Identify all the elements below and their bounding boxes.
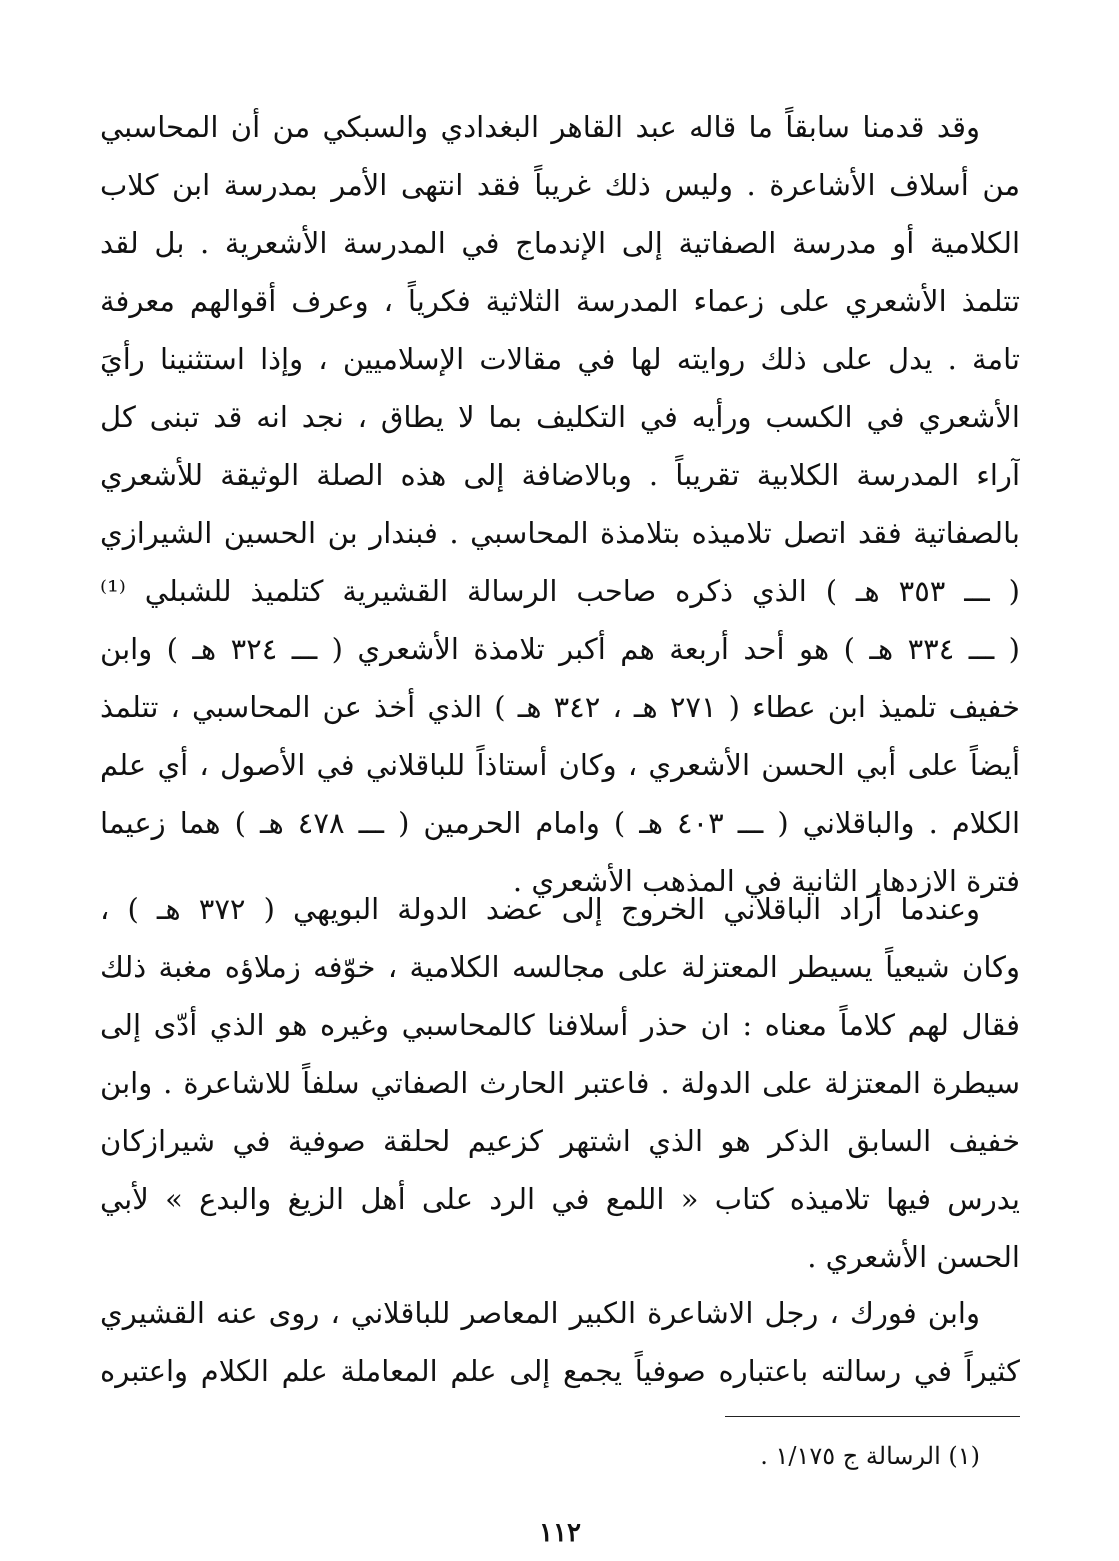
footnote: (١) الرسالة ج ١/١٧٥ .: [760, 1442, 980, 1470]
text-line: كثيراً في رسالته باعتباره صوفياً يجمع إلى علم المعاملة علم الكلام واعتبره: [100, 1354, 1020, 1388]
text-line: تتلمذ الأشعري على زعماء المدرسة الثلاثية فكرياً ، وعرف أقوالهم معرفة: [100, 284, 1020, 318]
text-line: بالصفاتية فقد اتصل تلاميذه بتلامذة المحاسبي . فبندار بن الحسين الشيرازي: [100, 516, 1020, 550]
text-line: الحسن الأشعري .: [807, 1240, 1020, 1274]
text-line: خفيف السابق الذكر هو الذي اشتهر كزعيم لحلقة صوفية في شيرازكان: [100, 1124, 1020, 1158]
text-line: خفيف تلميذ ابن عطاء ( ٢٧١ هـ ، ٣٤٢ هـ ) الذي أخذ عن المحاسبي ، تتلمذ: [100, 690, 1020, 724]
text-line: الكلام . والباقلاني ( ـــ ٤٠٣ هـ ) وامام الحرمين ( ـــ ٤٧٨ هـ ) هما زعيما: [100, 806, 1020, 840]
text-line: فقال لهم كلاماً معناه : ان حذر أسلافنا كالمحاسبي وغيره هو الذي أدّى إلى: [100, 1008, 1020, 1042]
paragraph-2: [100, 880, 1020, 1286]
text-line: تامة . يدل على ذلك روايته لها في مقالات الإسلاميين ، وإذا استثنينا رأيَ: [100, 342, 1020, 376]
text-line: سيطرة المعتزلة على الدولة . فاعتبر الحارث الصفاتي سلفاً للاشاعرة . وابن: [100, 1066, 1020, 1100]
text-line: وعندما أراد الباقلاني الخروج إلى عضد الدولة البويهي ( ٣٧٢ هـ ) ،: [100, 892, 981, 926]
text-line: وقد قدمنا سابقاً ما قاله عبد القاهر البغدادي والسبكي من أن المحاسبي: [100, 110, 980, 144]
text-line: الأشعري في الكسب ورأيه في التكليف بما لا يطاق ، نجد انه قد تبنى كل: [100, 400, 1020, 434]
paragraph-3: [100, 1284, 1020, 1400]
text-line: من أسلاف الأشاعرة . وليس ذلك غريباً فقد انتهى الأمر بمدرسة ابن كلاب: [100, 168, 1020, 202]
text-line: فترة الازدهار الثانية في المذهب الأشعري .: [512, 864, 1020, 898]
text-line: الكلامية أو مدرسة الصفاتية إلى الإندماج في المدرسة الأشعرية . بل لقد: [100, 226, 1020, 260]
text-line: آراء المدرسة الكلابية تقريباً . وبالاضافة إلى هذه الصلة الوثيقة للأشعري: [100, 458, 1020, 492]
text-line: ( ـــ ٣٥٣ هـ ) الذي ذكره صاحب الرسالة القشيرية كتلميذ للشبلي ⁽¹⁾: [100, 574, 1020, 608]
paragraph-1: [100, 98, 1020, 910]
text-line: وابن فورك ، رجل الاشاعرة الكبير المعاصر للباقلاني ، روى عنه القشيري: [100, 1296, 980, 1330]
text-line: يدرس فيها تلاميذه كتاب « اللمع في الرد على أهل الزيغ والبدع » لأبي: [100, 1182, 1020, 1216]
page-number: ١١٢: [539, 1518, 581, 1548]
text-line: وكان شيعياً يسيطر المعتزلة على مجالسه الكلامية ، خوّفه زملاؤه مغبة ذلك: [100, 950, 1020, 984]
footnote-divider: [725, 1416, 1020, 1417]
text-line: أيضاً على أبي الحسن الأشعري ، وكان أستاذاً للباقلاني في الأصول ، أي علم: [100, 748, 1020, 782]
text-line: ( ـــ ٣٣٤ هـ ) هو أحد أربعة هم أكبر تلامذة الأشعري ( ـــ ٣٢٤ هـ ) وابن: [100, 632, 1020, 666]
